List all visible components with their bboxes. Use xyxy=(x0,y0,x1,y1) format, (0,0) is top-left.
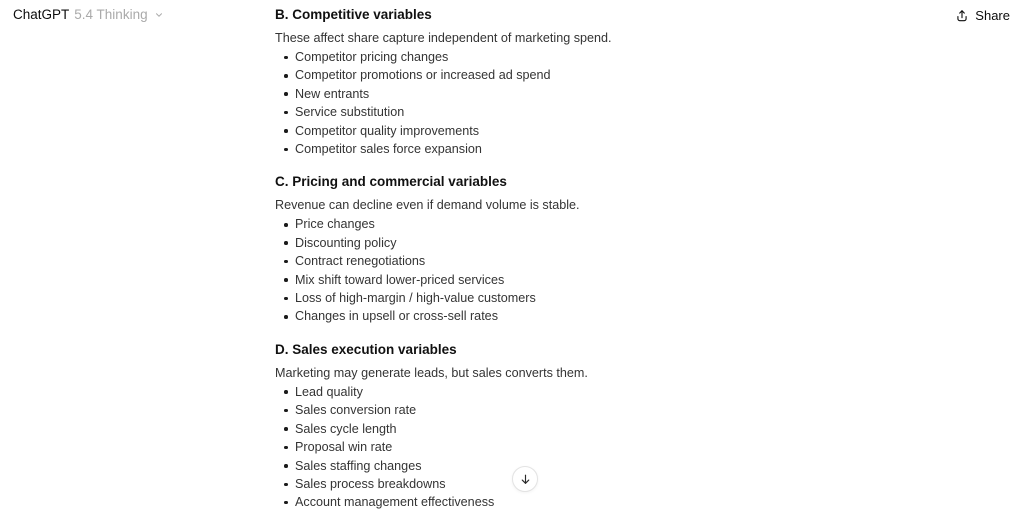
section-intro: Marketing may generate leads, but sales converts them. xyxy=(275,365,588,380)
model-selector[interactable] xyxy=(8,4,169,25)
scroll-to-bottom-button[interactable] xyxy=(512,466,538,492)
bullet-list xyxy=(275,48,755,158)
share-icon xyxy=(955,9,969,23)
bullet-item: Competitor sales force expansion xyxy=(275,140,755,158)
section-competitive-variables xyxy=(275,7,755,158)
share-label: Share xyxy=(975,8,1010,23)
section-heading: D. Sales execution variables xyxy=(275,341,457,357)
section-heading: B. Competitive variables xyxy=(275,7,432,22)
bullet-item: Mix shift toward lower-priced services xyxy=(275,271,755,289)
chevron-down-icon xyxy=(154,10,164,20)
bullet-list xyxy=(275,215,755,325)
bullet-item: Sales cycle length xyxy=(275,420,755,438)
bullet-item: Changes in upsell or cross-sell rates xyxy=(275,307,755,325)
bullet-item: Contract renegotiations xyxy=(275,252,755,270)
bullet-item: Proposal win rate xyxy=(275,438,755,456)
bullet-item: Sales process breakdowns xyxy=(275,475,755,493)
bullet-item: Loss of high-margin / high-value customers xyxy=(275,289,755,307)
section-pricing-commercial-variables xyxy=(275,174,755,325)
section-heading: C. Pricing and commercial variables xyxy=(275,174,507,190)
bullet-item: New entrants xyxy=(275,85,755,103)
bullet-item: Competitor pricing changes xyxy=(275,48,755,66)
arrow-down-icon xyxy=(519,473,532,486)
bullet-item: Discounting policy xyxy=(275,234,755,252)
app-name: ChatGPT xyxy=(13,7,70,22)
share-button[interactable] xyxy=(948,4,1017,27)
bullet-item: Competitor quality improvements xyxy=(275,122,755,140)
bullet-list xyxy=(275,383,755,512)
section-intro: Revenue can decline even if demand volume is stable. xyxy=(275,198,580,213)
bullet-item: Competitor promotions or increased ad spend xyxy=(275,66,755,84)
section-intro: These affect share capture independent of marketing spend. xyxy=(275,31,612,45)
model-name: 5.4 Thinking xyxy=(74,7,148,22)
bullet-item: Sales staffing changes xyxy=(275,457,755,475)
bullet-item: Price changes xyxy=(275,215,755,233)
assistant-message xyxy=(275,7,755,512)
bullet-item: Sales conversion rate xyxy=(275,401,755,419)
bullet-item: Account management effectiveness xyxy=(275,493,755,511)
bullet-item: Lead quality xyxy=(275,383,755,401)
bullet-item: Service substitution xyxy=(275,103,755,121)
